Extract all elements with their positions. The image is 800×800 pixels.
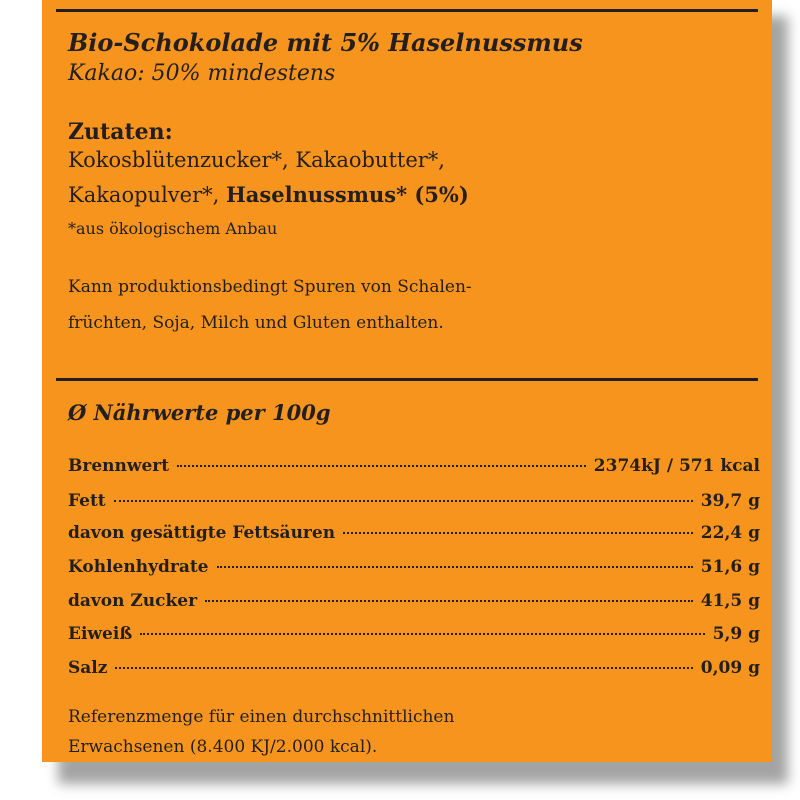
organic-footnote: *aus ökologischem Anbau xyxy=(68,219,278,238)
nutrient-value: 41,5 g xyxy=(700,591,760,611)
dot-leader xyxy=(177,465,586,467)
nutrient-value: 2374kJ / 571 kcal xyxy=(593,456,760,476)
nutrition-row xyxy=(68,656,760,680)
allergen-notice-line-1: Kann produktionsbedingt Spuren von Schalen- xyxy=(68,277,472,297)
reference-intake-line-1: Referenzmenge für einen durchschnittlichen xyxy=(68,707,455,727)
nutrition-heading: Ø Nährwerte per 100g xyxy=(68,400,331,425)
ingredients-highlight: Haselnussmus* (5%) xyxy=(225,182,469,207)
nutrient-name: davon gesättigte Fettsäuren xyxy=(68,523,336,543)
nutrition-row xyxy=(68,555,760,579)
nutrient-value: 5,9 g xyxy=(712,624,760,644)
nutrient-name: Brennwert xyxy=(68,456,170,476)
ingredients-line-2-plain: Kakaopulver*, xyxy=(68,183,226,207)
nutrient-name: Salz xyxy=(68,658,108,678)
nutrition-row xyxy=(68,622,760,646)
dot-leader xyxy=(115,667,692,669)
dot-leader xyxy=(140,633,704,635)
nutrient-name: Kohlenhydrate xyxy=(68,557,209,577)
nutrition-row xyxy=(68,454,760,478)
dot-leader xyxy=(205,600,693,602)
section-divider xyxy=(56,378,758,381)
nutrient-name: Eiweiß xyxy=(68,624,133,644)
nutrient-value: 0,09 g xyxy=(700,658,760,678)
allergen-notice-line-2: früchten, Soja, Milch und Gluten enthalten. xyxy=(68,313,444,333)
ingredients-line-2 xyxy=(68,181,752,209)
dot-leader xyxy=(217,566,693,568)
nutrient-name: davon Zucker xyxy=(68,591,198,611)
nutrient-value: 22,4 g xyxy=(700,523,760,543)
product-label xyxy=(42,0,772,762)
nutrition-row xyxy=(68,521,760,545)
ingredients-line-1: Kokosblütenzucker*, Kakaobutter*, xyxy=(68,148,445,172)
nutrition-row xyxy=(68,589,760,613)
product-title: Bio-Schokolade mit 5% Haselnussmus xyxy=(68,28,583,57)
nutrient-name: Fett xyxy=(68,491,106,511)
dot-leader xyxy=(343,532,693,534)
top-divider xyxy=(56,9,758,12)
ingredients-heading: Zutaten: xyxy=(68,119,173,145)
nutrition-row xyxy=(68,489,760,513)
reference-intake-line-2: Erwachsenen (8.400 KJ/2.000 kcal). xyxy=(68,737,378,757)
nutrient-value: 39,7 g xyxy=(700,491,760,511)
cocoa-content: Kakao: 50% mindestens xyxy=(68,61,336,86)
nutrient-value: 51,6 g xyxy=(700,557,760,577)
dot-leader xyxy=(114,500,693,502)
